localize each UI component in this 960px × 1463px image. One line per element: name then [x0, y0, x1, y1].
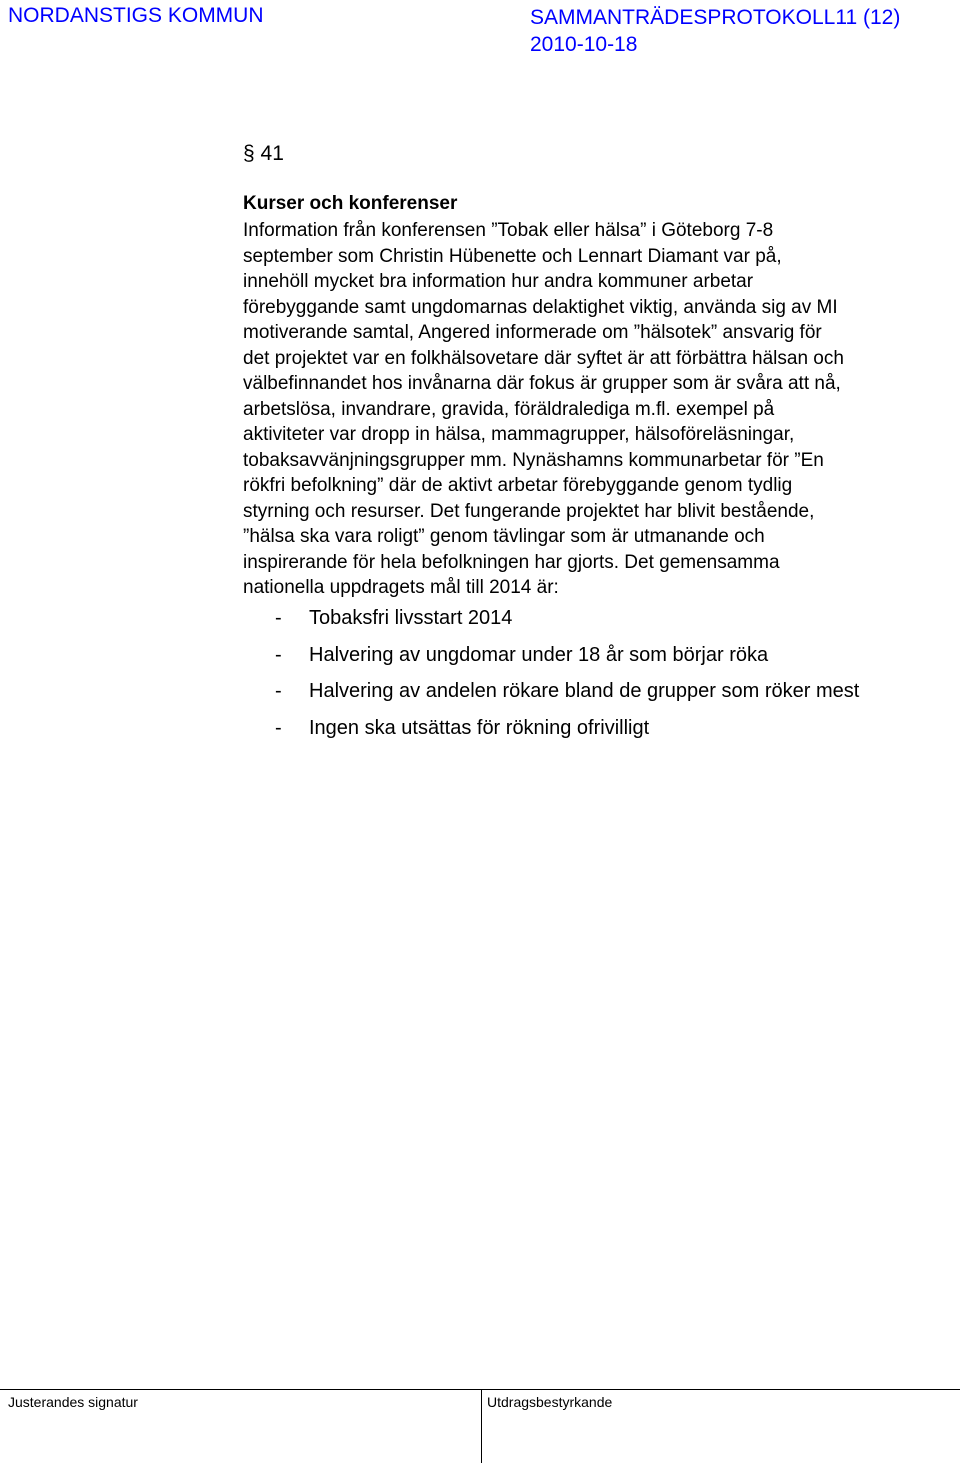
- list-bullet: -: [275, 680, 282, 702]
- body-line: tobaksavvänjningsgrupper mm. Nynäshamns kommunarbetar för ”En: [243, 449, 824, 471]
- protocol-header: [530, 4, 900, 58]
- goal-text: Ingen ska utsättas för rökning ofrivilligt: [309, 716, 650, 739]
- organization-name: NORDANSTIGS KOMMUN: [8, 4, 264, 27]
- footer-divider: [481, 1389, 482, 1463]
- list-bullet: -: [275, 607, 282, 629]
- section-number: § 41: [243, 142, 284, 165]
- protocol-date: 2010-10-18: [530, 33, 638, 56]
- signature-label: Justerandes signatur: [8, 1394, 138, 1410]
- goal-text: Tobaksfri livsstart 2014: [309, 607, 513, 629]
- goal-text: Halvering av ungdomar under 18 år som börjar röka: [309, 643, 769, 666]
- list-bullet: -: [275, 643, 282, 666]
- body-line: styrning och resurser. Det fungerande projektet har blivit bestående,: [243, 500, 815, 522]
- section-title: Kurser och konferenser: [243, 193, 458, 214]
- list-bullet: -: [275, 716, 282, 739]
- body-line: innehöll mycket bra information hur andra kommuner arbetar: [243, 271, 754, 292]
- body-line: inspirerande för hela befolkningen har gjorts. Det gemensamma: [243, 551, 780, 573]
- body-line: aktiviteter var dropp in hälsa, mammagrupper, hälsoföreläsningar,: [243, 424, 795, 445]
- footer-rule: [0, 1389, 960, 1390]
- body-line: rökfri befolkning” där de aktivt arbetar förebyggande genom tydlig: [243, 475, 793, 496]
- body-line: nationella uppdragets mål till 2014 är:: [243, 577, 559, 598]
- body-line: arbetslösa, invandrare, gravida, föräldralediga m.fl. exempel på: [243, 398, 775, 420]
- body-line: Information från konferensen ”Tobak eller hälsa” i Göteborg 7-8: [243, 220, 774, 241]
- body-line: det projektet var en folkhälsovetare där syftet är att förbättra hälsan och: [243, 347, 844, 369]
- section-body: [243, 218, 953, 601]
- body-line: förebyggande samt ungdomarnas delaktighet viktig, använda sig av MI: [243, 296, 838, 318]
- goal-text: Halvering av andelen rökare bland de grupper som röker mest: [309, 680, 860, 702]
- body-line: ”hälsa ska vara roligt” genom tävlingar som är utmanande och: [243, 526, 765, 547]
- protocol-title: SAMMANTRÄDESPROTOKOLL11 (12): [530, 6, 901, 29]
- body-line: välbefinnandet hos invånarna där fokus är grupper som är svåra att nå,: [243, 373, 841, 394]
- certification-label: Utdragsbestyrkande: [487, 1394, 613, 1410]
- body-line: motiverande samtal, Angered informerade om ”hälsotek” ansvarig för: [243, 322, 822, 343]
- body-line: september som Christin Hübenette och Lennart Diamant var på,: [243, 245, 782, 267]
